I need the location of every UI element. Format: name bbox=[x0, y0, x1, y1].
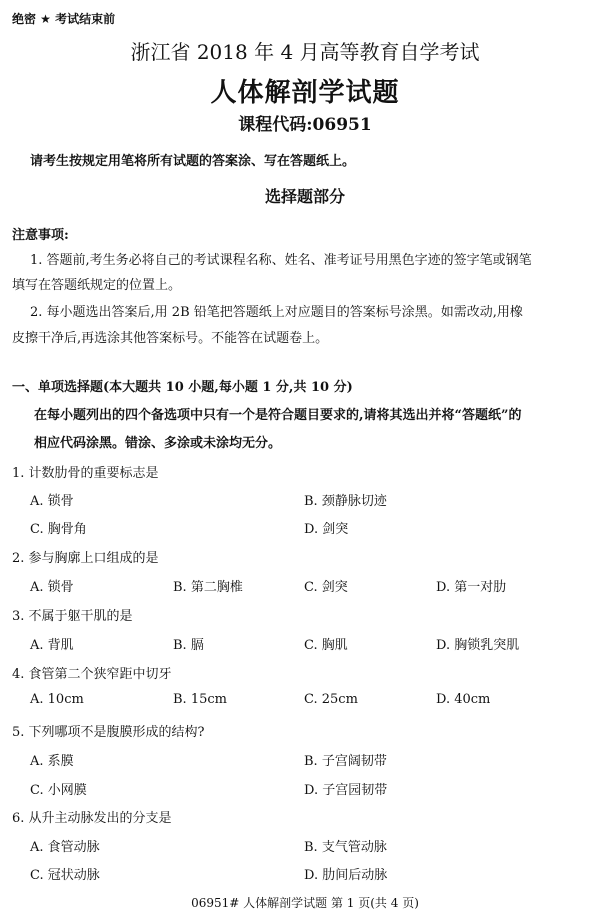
secret-label: 绝密 ★ 考试结束前 bbox=[12, 12, 116, 26]
question-stem: 1. 计数肋骨的重要标志是 bbox=[12, 466, 159, 481]
option-b: B. 颈静脉切迹 bbox=[304, 494, 387, 509]
part1-desc: 在每小题列出的四个备选项中只有一个是符合题目要求的,请将其选出并将“答题纸”的 bbox=[34, 408, 522, 423]
option-c: C. 胸肌 bbox=[304, 638, 348, 653]
option-c: C. 小网膜 bbox=[30, 783, 87, 798]
question-stem: 5. 下列哪项不是腹膜形成的结构? bbox=[12, 725, 205, 740]
option-c: C. 25cm bbox=[304, 692, 358, 707]
question-stem: 4. 食管第二个狭窄距中切牙 bbox=[12, 667, 172, 682]
note-line: 皮擦干净后,再选涂其他答案标号。不能答在试题卷上。 bbox=[12, 331, 329, 346]
note-line: 1. 答题前,考生务必将自己的考试课程名称、姓名、准考证号用黑色字迹的签字笔或钢笔 bbox=[30, 253, 532, 268]
option-b: B. 第二胸椎 bbox=[173, 580, 243, 595]
option-b: B. 15cm bbox=[173, 692, 227, 707]
section-title: 选择题部分 bbox=[264, 187, 345, 206]
option-d: D. 40cm bbox=[436, 692, 491, 707]
part1-heading: 一、单项选择题(本大题共 10 小题,每小题 1 分,共 10 分) bbox=[12, 380, 353, 395]
note-line: 2. 每小题选出答案后,用 2B 铅笔把答题纸上对应题目的答案标号涂黑。如需改动,用橡 bbox=[30, 305, 523, 320]
option-c: C. 剑突 bbox=[304, 580, 348, 595]
option-a: A. 10cm bbox=[30, 692, 84, 707]
option-d: D. 第一对肋 bbox=[436, 580, 507, 595]
option-a: A. 锁骨 bbox=[30, 494, 74, 509]
exam-title: 浙江省 2018 年 4 月高等教育自学考试 bbox=[130, 40, 480, 64]
option-a: A. 背肌 bbox=[30, 638, 74, 653]
option-c: C. 胸骨角 bbox=[30, 522, 87, 537]
option-a: A. 锁骨 bbox=[30, 580, 74, 595]
option-b: B. 膈 bbox=[173, 638, 204, 653]
option-d: D. 肋间后动脉 bbox=[304, 868, 388, 883]
option-c: C. 冠状动脉 bbox=[30, 868, 100, 883]
note-line: 填写在答题纸规定的位置上。 bbox=[12, 278, 182, 293]
answer-instruction: 请考生按规定用笔将所有试题的答案涂、写在答题纸上。 bbox=[30, 154, 356, 169]
option-d: D. 胸锁乳突肌 bbox=[436, 638, 520, 653]
question-stem: 3. 不属于躯干肌的是 bbox=[12, 609, 133, 624]
option-d: D. 剑突 bbox=[304, 522, 349, 537]
option-b: B. 子宫阔韧带 bbox=[304, 754, 387, 769]
question-stem: 6. 从升主动脉发出的分支是 bbox=[12, 811, 172, 826]
option-d: D. 子宫园韧带 bbox=[304, 783, 388, 798]
option-b: B. 支气管动脉 bbox=[304, 840, 387, 855]
question-stem: 2. 参与胸廓上口组成的是 bbox=[12, 551, 159, 566]
subject-title: 人体解剖学试题 bbox=[210, 78, 400, 108]
option-a: A. 食管动脉 bbox=[30, 840, 100, 855]
option-a: A. 系膜 bbox=[30, 754, 74, 769]
part1-desc: 相应代码涂黑。错涂、多涂或未涂均无分。 bbox=[34, 436, 282, 451]
course-code: 课程代码:06951 bbox=[238, 115, 372, 135]
page-footer: 06951# 人体解剖学试题 第 1 页(共 4 页) bbox=[191, 896, 419, 910]
notes-heading: 注意事项: bbox=[12, 228, 69, 243]
